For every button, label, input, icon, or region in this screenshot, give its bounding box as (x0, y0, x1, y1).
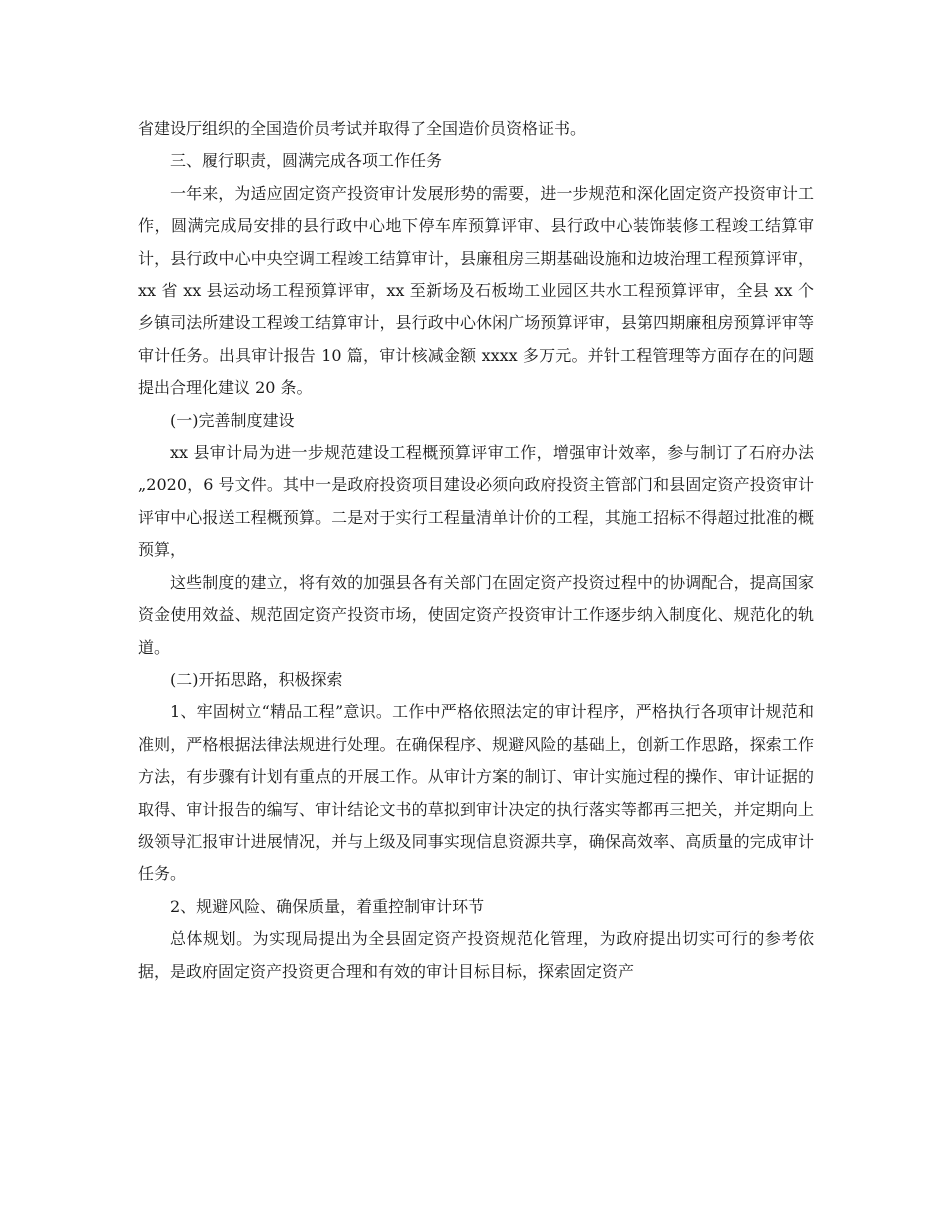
section-heading-3: 三、履行职责，圆满完成各项工作任务 (170, 151, 443, 171)
document-body (138, 113, 814, 988)
paragraph-quality-awareness: 1、牢固树立“精品工程”意识。工作中严格依照法定的审计程序，严格执行各项审计规范和准则，严格根据法律法规进行处理。在确保程序、规避风险的基础上，创新工作思路，探索工作方法，有步骤有计划有重点的开展工作。从审计方案的制订、审计实施过程的操作、审计证据的取得、审计报告的编写、审计结论文书的草拟到审计决定的执行落实等都再三把关，并定期向上级领导汇报审计进展情况，并与上级及同事实现信息资源共享，确保高效率、高质量的完成审计任务。 (138, 702, 814, 884)
paragraph-system-building: xx 县审计局为进一步规范建设工程概预算评审工作，增强审计效率，参与制订了石府办法„2020，6 号文件。其中一是政府投资项目建设必须向政府投资主管部门和县固定资产投资审计评审中心报送工程概预算。二是对于实行工程量清单计价的工程，其施工招标不得超过批准的概预算， (138, 443, 814, 560)
subsection-heading-2: (二)开拓思路，积极探索 (170, 669, 343, 689)
paragraph-work-summary: 一年来，为适应固定资产投资审计发展形势的需要，进一步规范和深化固定资产投资审计工作，圆满完成局安排的县行政中心地下停车库预算评审、县行政中心装饰装修工程竣工结算审计，县行政中心中央空调工程竣工结算审计，县廉租房三期基础设施和边坡治理工程预算评审，xx 省 xx 县运动场工程预算评审，xx 至新场及石板坳工业园区共水工程预算评审，全县 xx 个乡镇司法所建设工程竣工结算审计，县行政中心休闲广场预算评审，县第四期廉租房预算评审等审计任务。出具审计报告 10 篇，审计核减金额 xxxx 多万元。并针工程管理等方面存在的问题提出合理化建议 20 条。 (138, 183, 814, 398)
paragraph-overall-plan: 总体规划。为实现局提出为全县固定资产投资规范化管理，为政府提出切实可行的参考依据，是政府固定资产投资更合理和有效的审计目标目标，探索固定资产 (138, 929, 814, 981)
subsection-heading-1: (一)完善制度建设 (170, 410, 295, 430)
paragraph-system-effect: 这些制度的建立，将有效的加强县各有关部门在固定资产投资过程中的协调配合，提高国家资金使用效益、规范固定资产投资市场，使固定资产投资审计工作逐步纳入制度化、规范化的轨道。 (138, 572, 814, 657)
paragraph-risk-heading: 2、规避风险、确保质量，着重控制审计环节 (170, 896, 485, 916)
paragraph-continuation: 省建设厅组织的全国造价员考试并取得了全国造价员资格证书。 (138, 119, 587, 138)
